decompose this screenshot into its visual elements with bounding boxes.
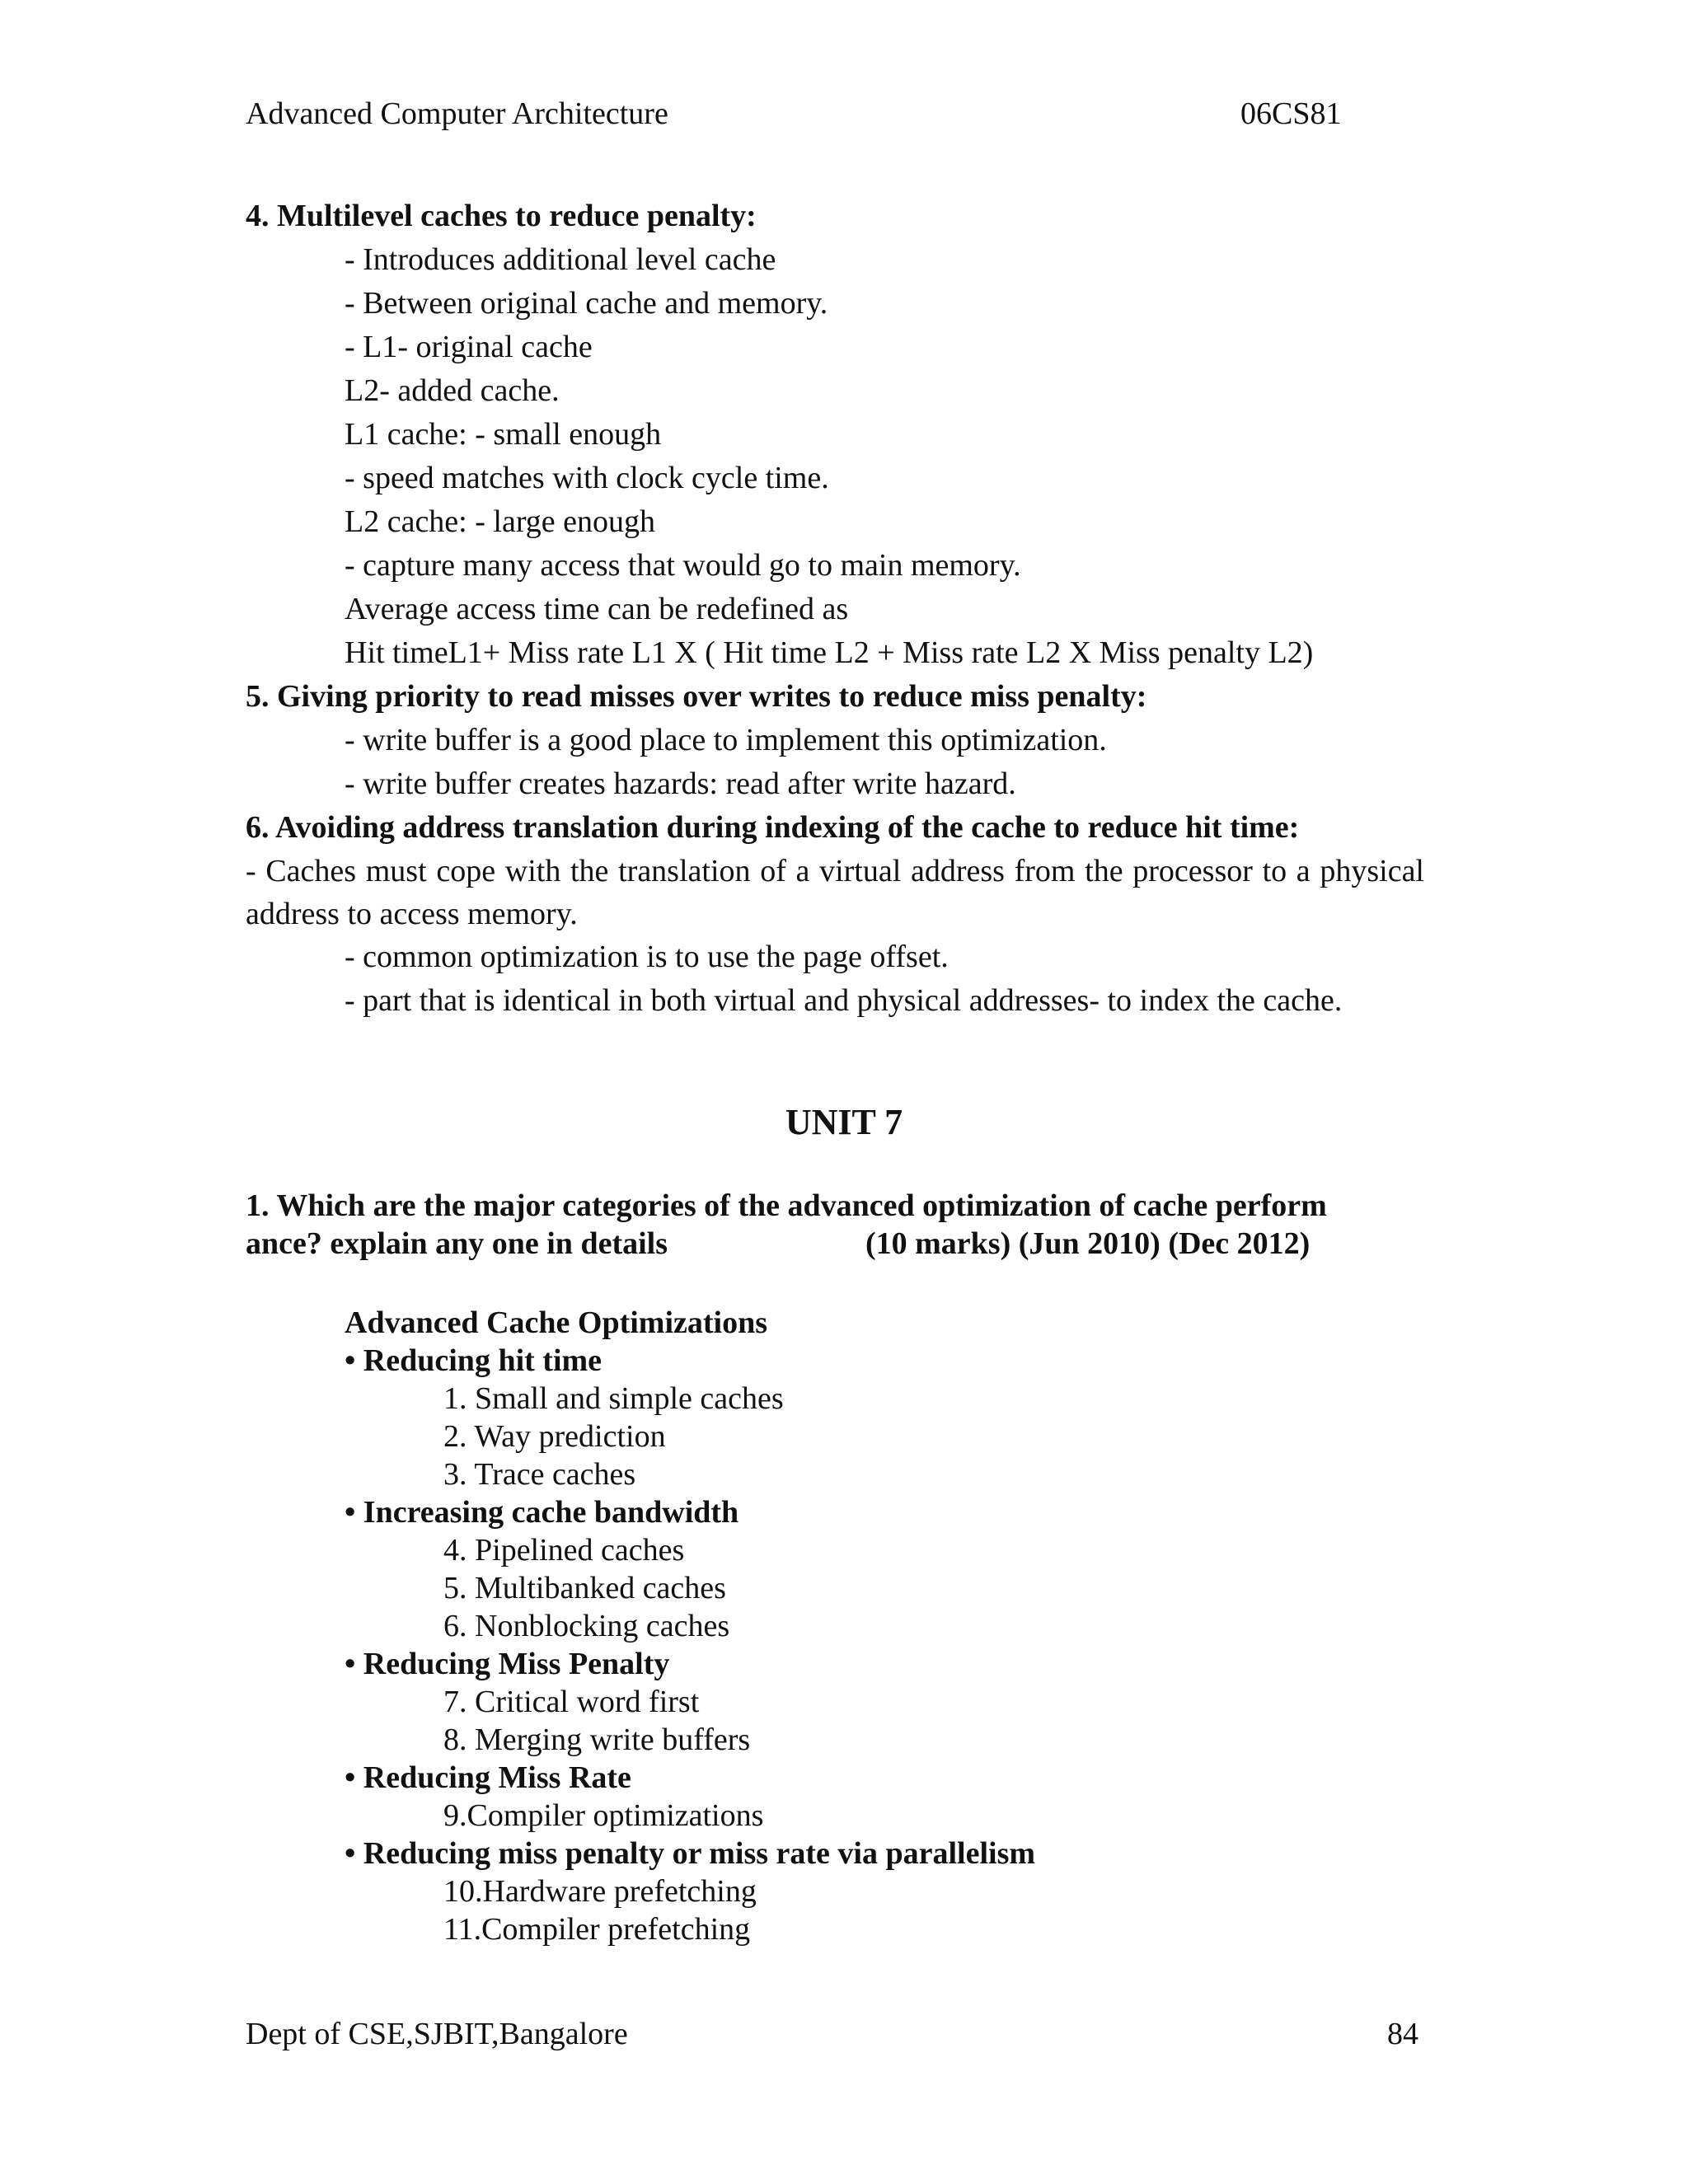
category-label: • Increasing cache bandwidth [345, 1495, 739, 1530]
list-item: 2. Way prediction [443, 1419, 666, 1454]
section6-line: - part that is identical in both virtual and physical addresses- to index the cache. [345, 983, 1343, 1018]
section4-line: - capture many access that would go to main memory. [345, 548, 1021, 583]
list-item: 6. Nonblocking caches [443, 1609, 730, 1643]
question [246, 1187, 1327, 1263]
category-label: • Reducing Miss Penalty [345, 1647, 670, 1681]
question-marks: (10 marks) (Jun 2010) (Dec 2012) [865, 1226, 1311, 1261]
section6-line: - common optimization is to use the page offset. [345, 940, 949, 974]
page-number: 84 [1387, 2017, 1418, 2051]
question-line2: ance? explain any one in details [246, 1226, 668, 1261]
section4-heading: 4. Multilevel caches to reduce penalty: [246, 199, 757, 233]
section4-formula: Hit timeL1+ Miss rate L1 X ( Hit time L2 + Miss rate L2 X Miss penalty L2) [345, 635, 1314, 670]
list-item: 1. Small and simple caches [443, 1381, 784, 1416]
question-line2-row [246, 1225, 1327, 1263]
section4-line: - Introduces additional level cache [345, 242, 776, 277]
section4-line: Average access time can be redefined as [345, 592, 849, 626]
category-label: • Reducing Miss Rate [345, 1760, 631, 1795]
list-item: 11.Compiler prefetching [443, 1912, 751, 1947]
category-label: • Reducing hit time [345, 1343, 603, 1378]
section6-heading: 6. Avoiding address translation during indexing of the cache to reduce hit time: [246, 810, 1300, 845]
list-item: 5. Multibanked caches [443, 1571, 726, 1605]
section4-line: L1 cache: - small enough [345, 417, 662, 452]
section4-line: - speed matches with clock cycle time. [345, 461, 829, 495]
list-item: 8. Merging write buffers [443, 1722, 751, 1757]
header-course-code: 06CS81 [1240, 96, 1342, 131]
list-item: 9.Compiler optimizations [443, 1798, 764, 1833]
header-title: Advanced Computer Architecture [246, 96, 668, 131]
list-item: 4. Pipelined caches [443, 1533, 685, 1568]
section6-paragraph: - Caches must cope with the translation of a virtual address from the processor to a physical address to access memory. [246, 854, 1424, 931]
category-label: • Reducing miss penalty or miss rate via parallelism [345, 1836, 1036, 1871]
section4-line: - Between original cache and memory. [345, 286, 828, 321]
section5-heading: 5. Giving priority to read misses over writes to reduce miss penalty: [246, 679, 1147, 714]
footer-department: Dept of CSE,SJBIT,Bangalore [246, 2017, 628, 2051]
question-line1: 1. Which are the major categories of the advanced optimization of cache perform [246, 1188, 1327, 1223]
optimizations-title: Advanced Cache Optimizations [345, 1305, 767, 1340]
unit-heading: UNIT 7 [785, 1102, 903, 1142]
upper-sections [246, 194, 1424, 1023]
list-item: 10.Hardware prefetching [443, 1874, 757, 1909]
section4-line: - L1- original cache [345, 330, 593, 364]
section4-line: L2 cache: - large enough [345, 504, 656, 539]
optimizations-list [345, 1304, 1035, 1948]
section4-line: L2- added cache. [345, 373, 560, 408]
section5-line: - write buffer creates hazards: read after write hazard. [345, 766, 1016, 801]
list-item: 3. Trace caches [443, 1457, 636, 1492]
list-item: 7. Critical word first [443, 1685, 700, 1719]
section5-line: - write buffer is a good place to implement this optimization. [345, 723, 1107, 757]
